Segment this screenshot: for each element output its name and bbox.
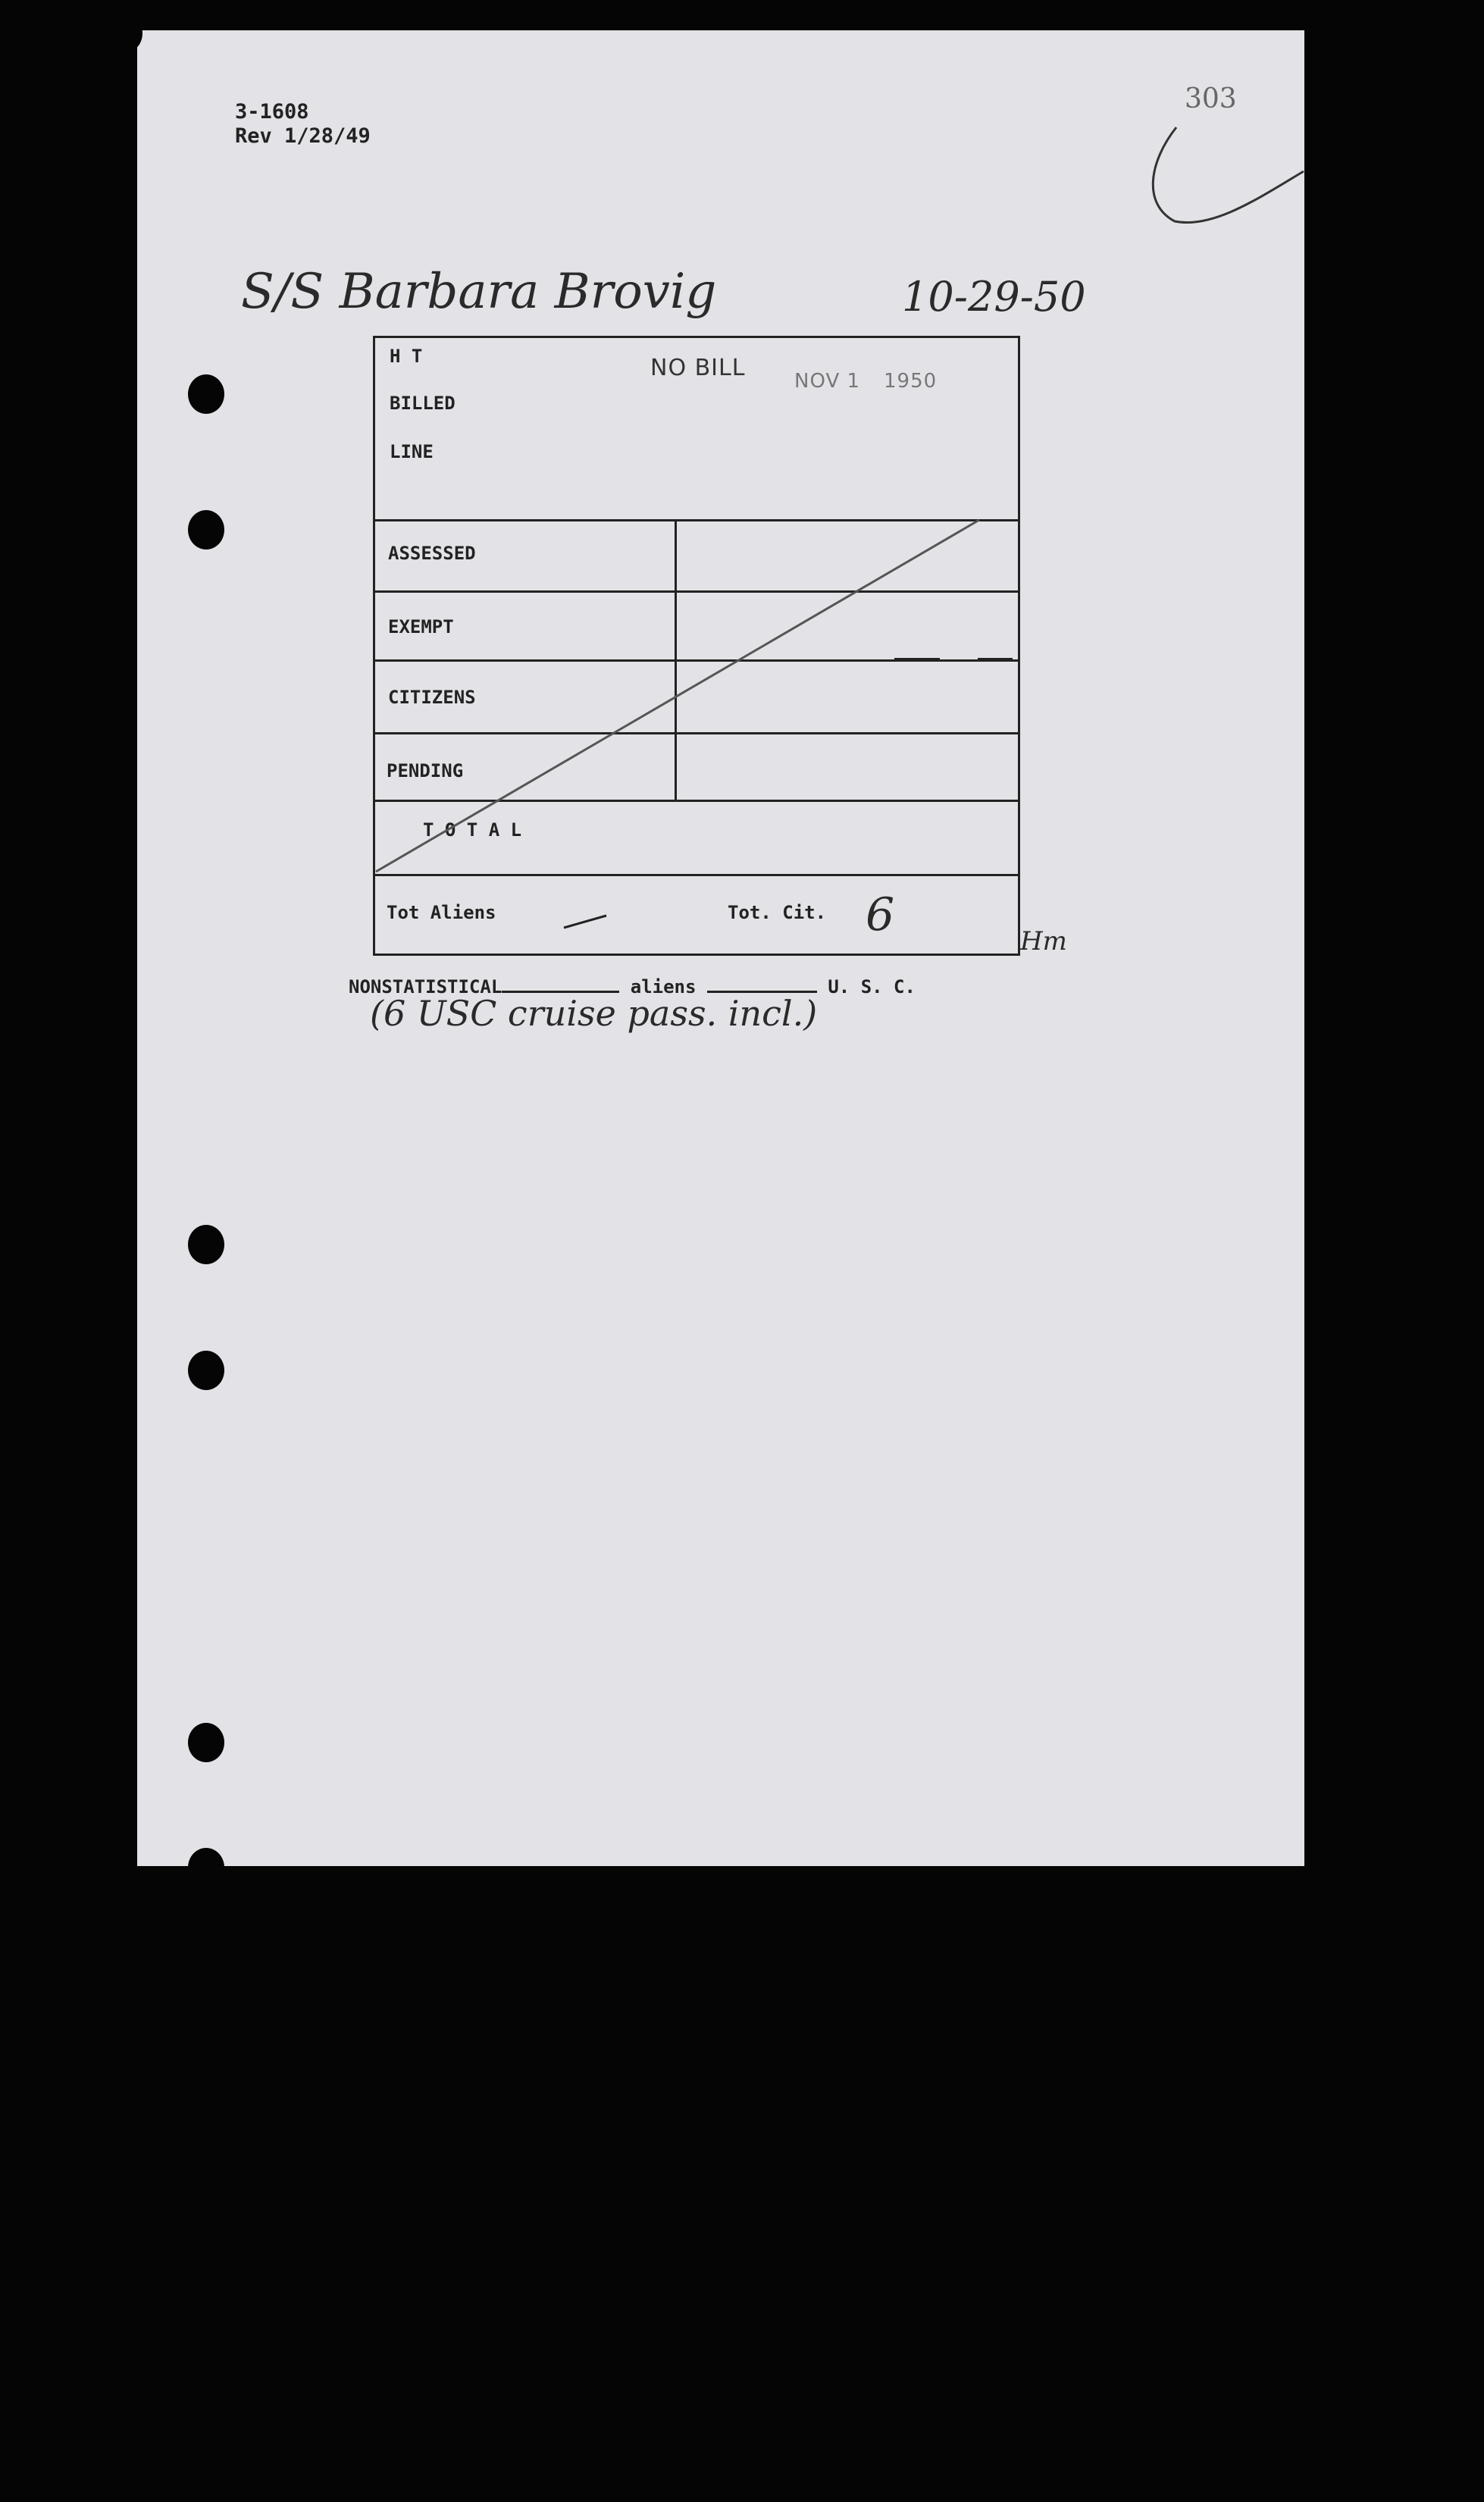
label-assessed: ASSESSED (388, 543, 476, 564)
label-nonstatistical: NONSTATISTICAL (349, 976, 502, 997)
ship-name: S/S Barbara Brovig (241, 264, 717, 320)
label-usc: U. S. C. (828, 976, 916, 997)
diagonal-cancel-line (376, 520, 979, 872)
label-billed: BILLED (390, 393, 456, 414)
label-citizens: CITIZENS (388, 687, 476, 708)
label-exempt: EXEMPT (388, 616, 454, 637)
handwritten-note: (6 USC cruise pass. incl.) (370, 993, 818, 1034)
initials: Hm (1020, 926, 1067, 957)
year-stamp: 1950 (884, 370, 938, 393)
corner-check-mark (1153, 127, 1304, 223)
date-stamp: NOV 1 (794, 370, 861, 393)
form-code: 3-1608 (235, 100, 309, 124)
label-tot-cit: Tot. Cit. (728, 902, 827, 923)
tot-cit-value: 6 (866, 888, 895, 941)
label-ht: H T (390, 346, 423, 367)
page-number: 303 (1185, 83, 1237, 114)
tot-aliens-dash (564, 916, 606, 928)
no-bill-stamp: NO BILL (650, 355, 746, 381)
handwritten-date: 10-29-50 (902, 273, 1086, 321)
label-total: T O T A L (423, 819, 522, 841)
label-tot-aliens: Tot Aliens (387, 902, 496, 923)
label-aliens: aliens (630, 976, 697, 997)
form-revision: Rev 1/28/49 (235, 124, 371, 148)
label-line: LINE (390, 441, 434, 462)
label-pending: PENDING (387, 760, 464, 781)
